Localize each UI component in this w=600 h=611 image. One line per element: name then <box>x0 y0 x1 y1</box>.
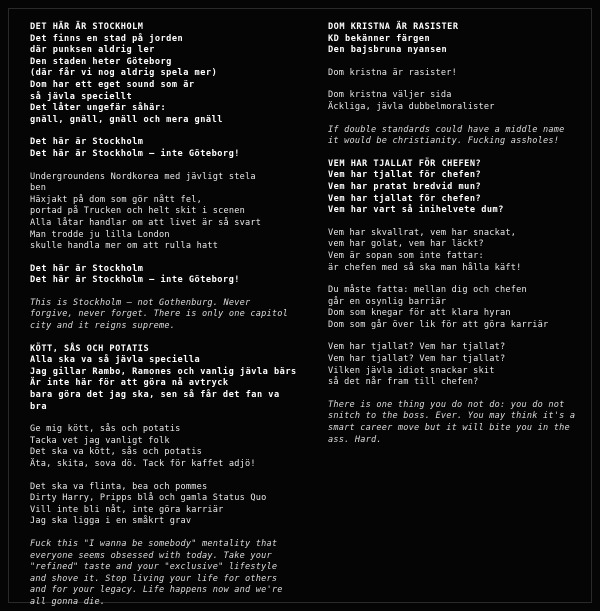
lyrics-block <box>328 400 582 446</box>
lyrics-line: Den bajsbruna nyansen <box>328 45 448 56</box>
lyrics-line: Det ska va kött, sås och potatis <box>30 447 202 458</box>
lyrics-line: Det här är Stockholm – inte Göteborg! <box>30 275 240 286</box>
lyrics-line: bara göra det jag ska, sen så får det fan va bra <box>30 390 286 412</box>
lyrics-title: DET HÄR ÄR STOCKHOLM <box>30 22 144 32</box>
lyrics-line: Undergroundens Nordkorea med jävligt stela <box>30 171 256 182</box>
lyrics-line: Man trodde ju lilla London <box>30 229 170 240</box>
lyrics-line: Vem har vart så inihelvete dum? <box>328 205 504 216</box>
lyrics-line: Dom har ett eget sound som är <box>30 79 195 90</box>
lyrics-line: Dirty Harry, Pripps blå och gamla Status Quo <box>30 493 267 504</box>
lyrics-line: är chefen med så ska man hålla käft! <box>328 262 522 273</box>
lyrics-line: Alla ska va så jävla speciella <box>30 355 201 366</box>
lyrics-block <box>328 125 582 148</box>
lyrics-line: KD bekänner färgen <box>328 33 431 44</box>
lyrics-line: Vem har skvallrat, vem har snackat, <box>328 227 517 238</box>
lyrics-line: smart career move but it will bite you in the <box>328 423 570 434</box>
lyrics-block <box>328 90 582 113</box>
lyrics-line: Alla låtar handlar om att livet är så svart <box>30 217 262 228</box>
lyrics-line: and for your legacy. Life happens now and we're <box>30 585 283 596</box>
lyrics-line: If double standards could have a middle name <box>328 124 565 135</box>
lyrics-line: city and it reigns supreme. <box>30 321 176 332</box>
lyrics-line: Häxjakt på dom som gör nått fel, <box>30 194 202 205</box>
lyrics-block <box>30 264 300 287</box>
lyrics-line: This is Stockholm – not Gothenburg. Never <box>30 297 251 308</box>
lyrics-line: Jag gillar Rambo, Ramones och vanlig jävla bärs <box>30 366 297 377</box>
lyrics-line: Ge mig kött, sås och potatis <box>30 424 181 435</box>
lyrics-line: Äta, skita, sova dö. Tack för kaffet adjö! <box>30 459 256 469</box>
lyrics-title: KÖTT, SÅS OCH POTATIS <box>30 343 150 354</box>
lyrics-line: Det finns en stad på jorden <box>30 33 184 44</box>
lyrics-line: Vem har pratat bredvid mun? <box>328 181 482 192</box>
lyrics-title: VEM HAR TJALLAT FÖR CHEFEN? <box>328 158 482 169</box>
lyrics-line: ass. Hard. <box>328 434 382 445</box>
lyrics-block <box>30 424 300 470</box>
lyrics-line: Fuck this "I wanna be somebody" mentality that <box>30 538 278 549</box>
lyrics-line: forgive, never forget. There is only one capitol <box>30 309 288 320</box>
lyrics-block <box>328 68 582 80</box>
lyrics-block <box>30 539 300 609</box>
lyrics-line: vem har golat, vem har läckt? <box>328 239 484 250</box>
lyrics-line: skulle handla mer om att rulla hatt <box>30 241 219 252</box>
lyrics-line: Dom som knegar för att klara hyran <box>328 308 511 319</box>
lyrics-block <box>328 285 582 331</box>
lyrics-block <box>328 22 582 57</box>
lyrics-line: (där får vi nog aldrig spela mer) <box>30 68 218 79</box>
lyrics-block <box>30 482 300 528</box>
lyrics-line: Det låter ungefär såhär: <box>30 103 167 114</box>
lyrics-line: Vem har tjallat för chefen? <box>328 170 482 181</box>
lyrics-line: Dom kristna väljer sida <box>328 90 452 101</box>
lyrics-block <box>30 344 300 414</box>
lyrics-line: it would be christianity. Fucking assholes! <box>328 136 560 147</box>
lyrics-line: går en osynlig barriär <box>328 296 447 307</box>
lyrics-line: all gonna die. <box>30 596 106 607</box>
lyrics-line: There is one thing you do not do: you do not <box>328 399 565 410</box>
lyrics-line: ben <box>30 183 47 194</box>
lyrics-line: Dom kristna är rasister! <box>328 67 457 78</box>
lyrics-block <box>30 298 300 333</box>
lyrics-line: Dom som går över lik för att göra karriär <box>328 319 549 330</box>
lyrics-block <box>30 22 300 126</box>
lyrics-line: Vem har tjallat för chefen? <box>328 193 482 204</box>
lyrics-line: and shove it. Stop living your life for others <box>30 573 278 584</box>
lyrics-block <box>328 342 582 388</box>
lyrics-line: där punksen aldrig ler <box>30 45 155 56</box>
lyrics-line: Det ska va flinta, bea och pommes <box>30 481 208 492</box>
lyrics-block <box>30 172 300 253</box>
lyrics-line: Den staden heter Göteborg <box>30 56 172 67</box>
right-column <box>300 22 582 597</box>
lyrics-block <box>328 159 582 217</box>
lyrics-title: Det här är Stockholm <box>30 263 144 274</box>
lyrics-block <box>30 137 300 160</box>
lyrics-line: Äckliga, jävla dubbelmoralister <box>328 101 495 112</box>
lyrics-block <box>328 228 582 274</box>
lyrics-line: Är inte här för att göra nå avtryck <box>30 378 229 389</box>
left-column <box>30 22 300 607</box>
lyrics-line: snitch to the boss. Ever. You may think it's a <box>328 411 576 422</box>
lyrics-line: Vem är sopan som inte fattar: <box>328 250 484 261</box>
lyrics-line: Vem har tjallat? Vem har tjallat? <box>328 354 506 365</box>
lyrics-line: Vem har tjallat? Vem har tjallat? <box>328 342 506 353</box>
lyrics-line: så jävla speciellt <box>30 91 133 102</box>
lyrics-line: Vill inte bli nåt, inte göra karriär <box>30 504 224 515</box>
lyrics-line: Vilken jävla idiot snackar skit <box>328 365 495 376</box>
lyrics-line: gnäll, gnäll, gnäll och mera gnäll <box>30 114 223 125</box>
lyrics-title: DOM KRISTNA ÄR RASISTER <box>328 22 459 32</box>
lyrics-line: Du måste fatta: mellan dig och chefen <box>328 285 527 296</box>
lyrics-line: "refined" taste and your "exclusive" lifestyle <box>30 562 278 573</box>
lyrics-line: Jag ska ligga i en småkrt grav <box>30 516 192 527</box>
lyrics-line: Tacka vet jag vanligt folk <box>30 435 170 446</box>
lyrics-title: Det här är Stockholm <box>30 137 144 148</box>
lyrics-line: everyone seems obsessed with today. Take your <box>30 550 272 561</box>
lyrics-line: Det här är Stockholm – inte Göteborg! <box>30 148 240 159</box>
lyrics-line: så det når fram till chefen? <box>328 377 479 388</box>
lyrics-line: portad på Trucken och helt skit i scenen <box>30 206 245 217</box>
